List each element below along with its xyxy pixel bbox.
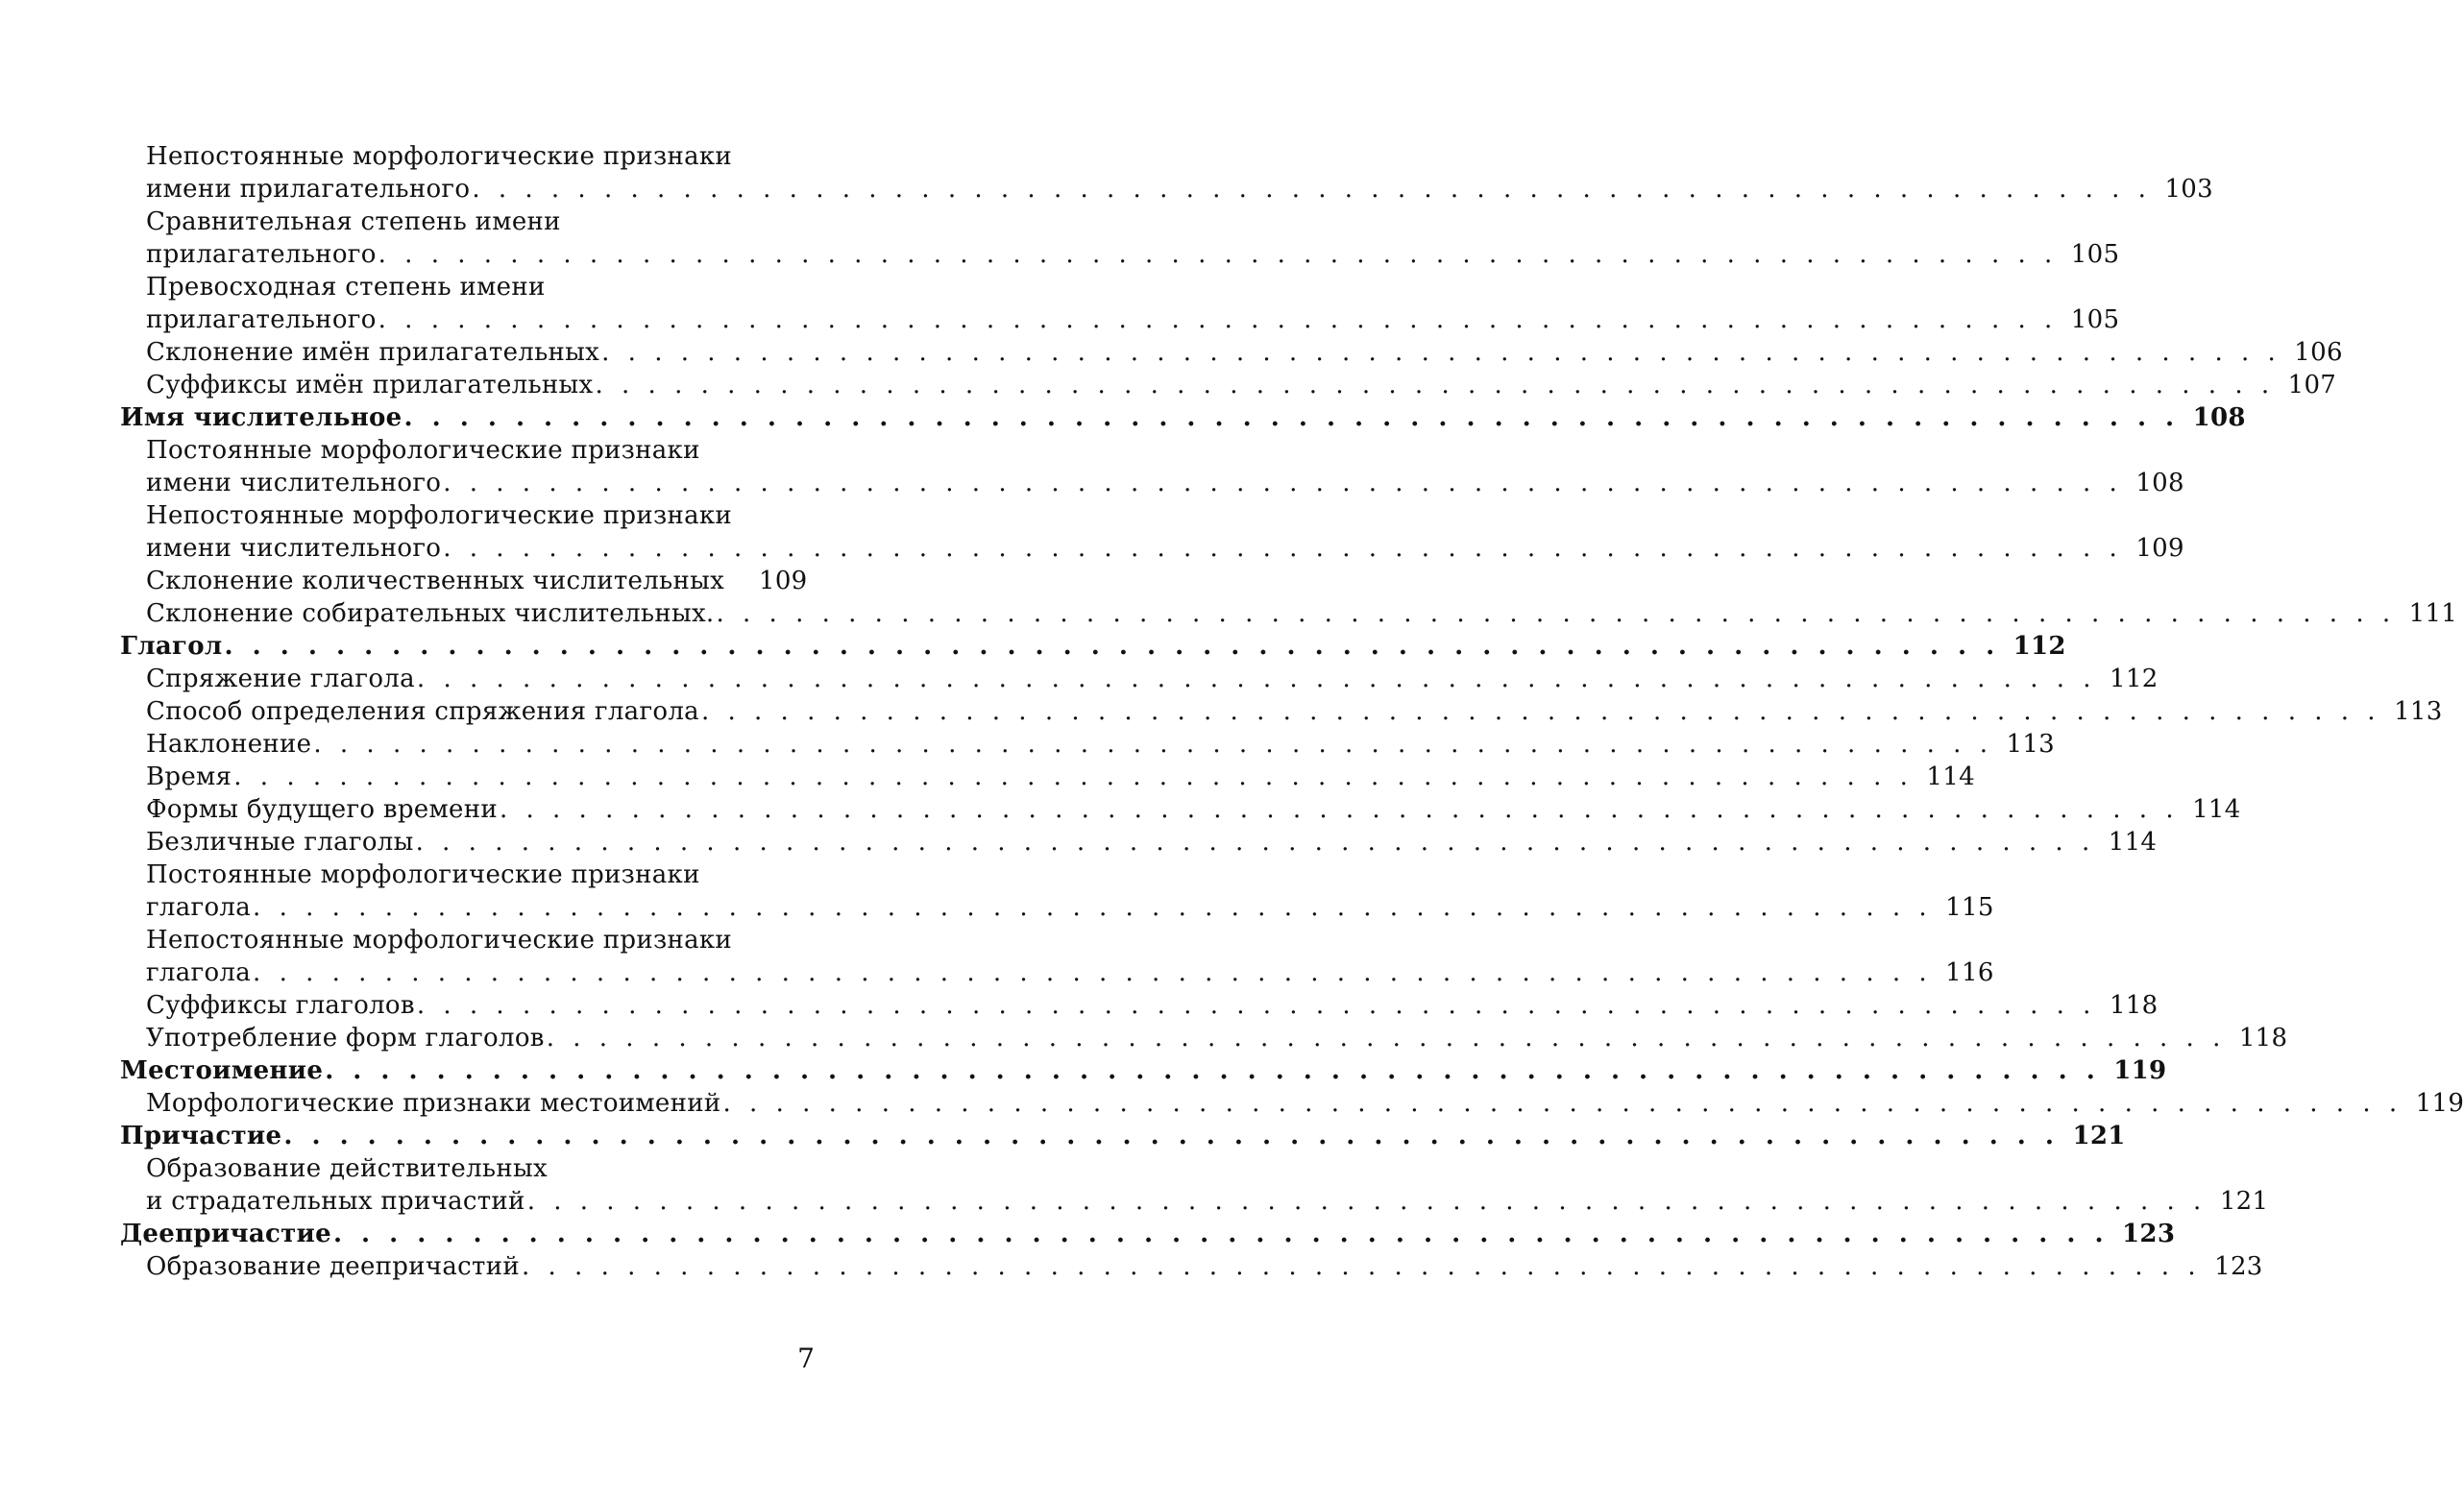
toc-line [120,663,2159,695]
toc-line [120,401,2246,434]
toc-subsection [120,826,2158,859]
toc-page-number: 121 [2072,1122,2126,1150]
page-number: 7 [797,1343,815,1374]
toc-section [120,401,2246,434]
toc-subsection [120,336,2343,369]
dot-leader: . . . . . . . . . . . . . . . . . . . . . . . . . . . . . . . . . . . . . . . . . . . . . . . . . . . . . . . . . . . . . . . . [332,1220,2110,1248]
dot-leader: . . . . . . . . . . . . . . . . . . . . . . . . . . . . . . . . . . . . . . . . . . . . . . . . . . . . . . . . . . . . . . . . [595,371,2275,399]
dot-leader: . . . . . . . . . . . . . . . . . . . . . . . . . . . . . . . . . . . . . . . . . . . . . . . . . . . . . . . . . . . . . . . . [499,795,2180,824]
toc-page-number: 113 [2006,730,2056,759]
toc-subsection [120,989,2159,1022]
toc-line [120,369,2337,401]
toc-line [120,1054,2167,1087]
toc-page-number: 119 [2113,1056,2167,1085]
dot-leader: . . . . . . . . . . . . . . . . . . . . . . . . . . . . . . . . . . . . . . . . . . . . . . . . . . . . . . . . . . . . . . . . [443,469,2123,497]
table-of-contents [120,140,2464,1283]
toc-entry-title: имени прилагательного [146,175,471,204]
toc-subsection [120,663,2159,695]
toc-line [120,1218,2176,1250]
toc-page-number: 118 [2238,1024,2288,1052]
dot-leader: . . . . . . . . . . . . . . . . . . . . . . . . . . . . . . . . . . . . . . . . . . . . . . . . . . . . . . . . . . . . . . . . [722,1089,2403,1118]
toc-page-number: 115 [1945,893,1994,922]
toc-entry-title: Склонение количественных числительных [146,567,725,595]
toc-entry-title: Склонение собирательных числительных. [146,599,715,628]
toc-line [120,238,2120,271]
toc-subsection [120,924,1994,989]
toc-page-number: 112 [2013,632,2066,661]
toc-line [120,597,2458,630]
toc-line [120,565,807,597]
toc-page-number: 109 [759,567,808,595]
toc-page-number: 114 [2108,828,2158,857]
dot-leader: . . . . . . . . . . . . . . . . . . . . . . . . . . . . . . . . . . . . . . . . . . . . . . . . . . . . . . . . . . . . . . . . [415,828,2095,857]
toc-line [120,728,2056,761]
toc-entry-title: Непостоянные морфологические признаки [146,926,733,955]
dot-leader: . . . . . . . . . . . . . . . . . . . . . . . . . . . . . . . . . . . . . . . . . . . . . . . . . . . . . . . . . . . . . . . . [378,305,2058,334]
toc-entry-title: Имя числительное [120,403,403,432]
toc-page-number: 123 [2122,1220,2176,1248]
toc-subsection [120,271,2120,336]
toc-line [120,695,2443,728]
toc-line [120,467,2184,499]
toc-entry-title: прилагательного [146,240,377,269]
toc-line [120,826,2158,859]
toc-entry-title: и страдательных причастий [146,1187,525,1216]
dot-leader: . . . . . . . . . . . . . . . . . . . . . . . . . . . . . . . . . . . . . . . . . . . . . . . . . . . . . . . . . . . . . . . . [716,599,2396,628]
toc-entry-title: Формы будущего времени [146,795,498,824]
toc-entry-title: Непостоянные морфологические признаки [146,142,733,171]
toc-subsection [120,499,2184,565]
toc-entry-title: глагола [146,893,252,922]
dot-leader: . . . . . . . . . . . . . . . . . . . . . . . . . . . . . . . . . . . . . . . . . . . . . . . . . . . . . . . . . . . . . . . . [403,403,2180,432]
dot-leader: . . . . . . . . . . . . . . . . . . . . . . . . . . . . . . . . . . . . . . . . . . . . . . . . . . . . . . . . . . . . . . . . [700,697,2381,726]
toc-entry-title: Сравнительная степень имени [146,207,561,236]
toc-page-number: 108 [2192,403,2246,432]
toc-section [120,1218,2176,1250]
toc-page-number: 119 [2415,1089,2464,1118]
toc-page-number: 106 [2294,338,2343,367]
toc-subsection [120,140,2213,206]
toc-subsection [120,793,2241,826]
dot-leader: . . . . . . . . . . . . . . . . . . . . . . . . . . . . . . . . . . . . . . . . . . . . . . . . . . . . . . . . . . . . . . . . [521,1252,2202,1281]
toc-line [120,1185,2269,1218]
toc-line [120,271,807,303]
toc-subsection [120,1152,2269,1218]
toc-page-number: 112 [2110,665,2159,693]
toc-entry-title: Местоимение [120,1056,324,1085]
toc-page-number: 121 [2219,1187,2269,1216]
toc-subsection [120,597,2458,630]
toc-entry-title: Склонение имён прилагательных [146,338,600,367]
toc-line [120,173,2213,206]
toc-line [120,859,807,891]
toc-entry-title: Употребление форм глаголов [146,1024,545,1052]
toc-section [120,630,2066,663]
toc-entry-title: Спряжение глагола [146,665,415,693]
dot-leader: . . . . . . . . . . . . . . . . . . . . . . . . . . . . . . . . . . . . . . . . . . . . . . . . . . . . . . . . . . . . . . . . [546,1024,2226,1052]
toc-subsection [120,565,807,597]
toc-subsection [120,1022,2288,1054]
toc-page-number: 114 [1926,762,1975,791]
toc-entry-title: Постоянные морфологические признаки [146,436,700,465]
toc-entry-title: Превосходная степень имени [146,273,546,302]
toc-page-number: 103 [2164,175,2213,204]
toc-subsection [120,1087,2464,1120]
toc-page-number: 105 [2070,305,2120,334]
toc-entry-title: Суффиксы глаголов [146,991,415,1020]
dot-leader: . . . . . . . . . . . . . . . . . . . . . . . . . . . . . . . . . . . . . . . . . . . . . . . . . . . . . . . . . . . . . . . . [313,730,1993,759]
toc-page-number: 114 [2192,795,2241,824]
toc-entry-title: имени числительного [146,534,442,563]
dot-leader: . . . . . . . . . . . . . . . . . . . . . . . . . . . . . . . . . . . . . . . . . . . . . . . . . . . . . . . . . . . . . . . . [233,762,1914,791]
toc-line [120,956,1994,989]
toc-line [120,761,1975,793]
toc-subsection [120,859,1994,924]
dot-leader: . . . . . . . . . . . . . . . . . . . . . . . . . . . . . . . . . . . . . . . . . . . . . . . . . . . . . . . . . . . . . . . . [378,240,2058,269]
toc-page-number: 113 [2394,697,2443,726]
toc-section [120,1120,2126,1152]
toc-page-number: 123 [2214,1252,2263,1281]
toc-line [120,891,1994,924]
toc-page-number: 107 [2287,371,2337,399]
toc-entry-title: Способ определения спряжения глагола [146,697,699,726]
toc-line [120,630,2066,663]
toc-entry-title: Деепричастие [120,1220,331,1248]
toc-line [120,989,2159,1022]
toc-subsection [120,434,2184,499]
toc-subsection [120,761,1975,793]
toc-entry-title: Время [146,762,232,791]
toc-section [120,1054,2167,1087]
toc-line [120,924,807,956]
toc-line [120,336,2343,369]
dot-leader: . . . . . . . . . . . . . . . . . . . . . . . . . . . . . . . . . . . . . . . . . . . . . . . . . . . . . . . . . . . . . . . . [325,1056,2101,1085]
toc-page-number: 105 [2070,240,2120,269]
toc-entry-title: Наклонение [146,730,312,759]
toc-line [120,140,807,173]
toc-line [120,1152,807,1185]
toc-subsection [120,728,2056,761]
toc-subsection [120,369,2337,401]
dot-leader: . . . . . . . . . . . . . . . . . . . . . . . . . . . . . . . . . . . . . . . . . . . . . . . . . . . . . . . . . . . . . . . . [526,1187,2207,1216]
toc-line [120,206,807,238]
toc-line [120,1022,2288,1054]
dot-leader: . . . . . . . . . . . . . . . . . . . . . . . . . . . . . . . . . . . . . . . . . . . . . . . . . . . . . . . . . . . . . . . . [472,175,2152,204]
toc-entry-title: имени числительного [146,469,442,497]
dot-leader: . . . . . . . . . . . . . . . . . . . . . . . . . . . . . . . . . . . . . . . . . . . . . . . . . . . . . . . . . . . . . . . . [416,665,2097,693]
toc-page-number: 109 [2135,534,2184,563]
toc-entry-title: глагола [146,958,252,987]
toc-line [120,1087,2464,1120]
toc-subsection [120,206,2120,271]
toc-entry-title: Глагол [120,632,223,661]
toc-entry-title: Непостоянные морфологические признаки [146,501,733,530]
toc-page-number: 116 [1945,958,1994,987]
toc-line [120,1120,2126,1152]
toc-line [120,532,2184,565]
toc-entry-title: Морфологические признаки местоимений [146,1089,721,1118]
toc-entry-title: прилагательного [146,305,377,334]
toc-entry-title: Суффиксы имён прилагательных [146,371,594,399]
toc-line [120,303,2120,336]
dot-leader: . . . . . . . . . . . . . . . . . . . . . . . . . . . . . . . . . . . . . . . . . . . . . . . . . . . . . . . . . . . . . . . . [224,632,2000,661]
toc-subsection [120,695,2443,728]
toc-line [120,793,2241,826]
toc-page-number: 108 [2135,469,2184,497]
dot-leader: . . . . . . . . . . . . . . . . . . . . . . . . . . . . . . . . . . . . . . . . . . . . . . . . . . . . . . . . . . . . . . . . [601,338,2281,367]
toc-page-number: 111 [2408,599,2458,628]
toc-entry-title: Образование действительных [146,1154,548,1183]
dot-leader: . . . . . . . . . . . . . . . . . . . . . . . . . . . . . . . . . . . . . . . . . . . . . . . . . . . . . . . . . . . . . . . . [443,534,2123,563]
toc-entry-title: Образование деепричастий [146,1252,520,1281]
toc-entry-title: Причастие [120,1122,282,1150]
toc-line [120,1250,2263,1283]
dot-leader: . . . . . . . . . . . . . . . . . . . . . . . . . . . . . . . . . . . . . . . . . . . . . . . . . . . . . . . . . . . . . . . . [253,893,1933,922]
toc-entry-title: Безличные глаголы [146,828,414,857]
toc-line [120,434,807,467]
toc-page-number: 118 [2109,991,2159,1020]
dot-leader: . . . . . . . . . . . . . . . . . . . . . . . . . . . . . . . . . . . . . . . . . . . . . . . . . . . . . . . . . . . . . . . . [416,991,2096,1020]
toc-line [120,499,807,532]
toc-entry-title: Постоянные морфологические признаки [146,860,700,889]
dot-leader: . . . . . . . . . . . . . . . . . . . . . . . . . . . . . . . . . . . . . . . . . . . . . . . . . . . . . . . . . . . . . . . . [283,1122,2060,1150]
dot-leader: . . . . . . . . . . . . . . . . . . . . . . . . . . . . . . . . . . . . . . . . . . . . . . . . . . . . . . . . . . . . . . . . [253,958,1933,987]
toc-subsection [120,1250,2263,1283]
